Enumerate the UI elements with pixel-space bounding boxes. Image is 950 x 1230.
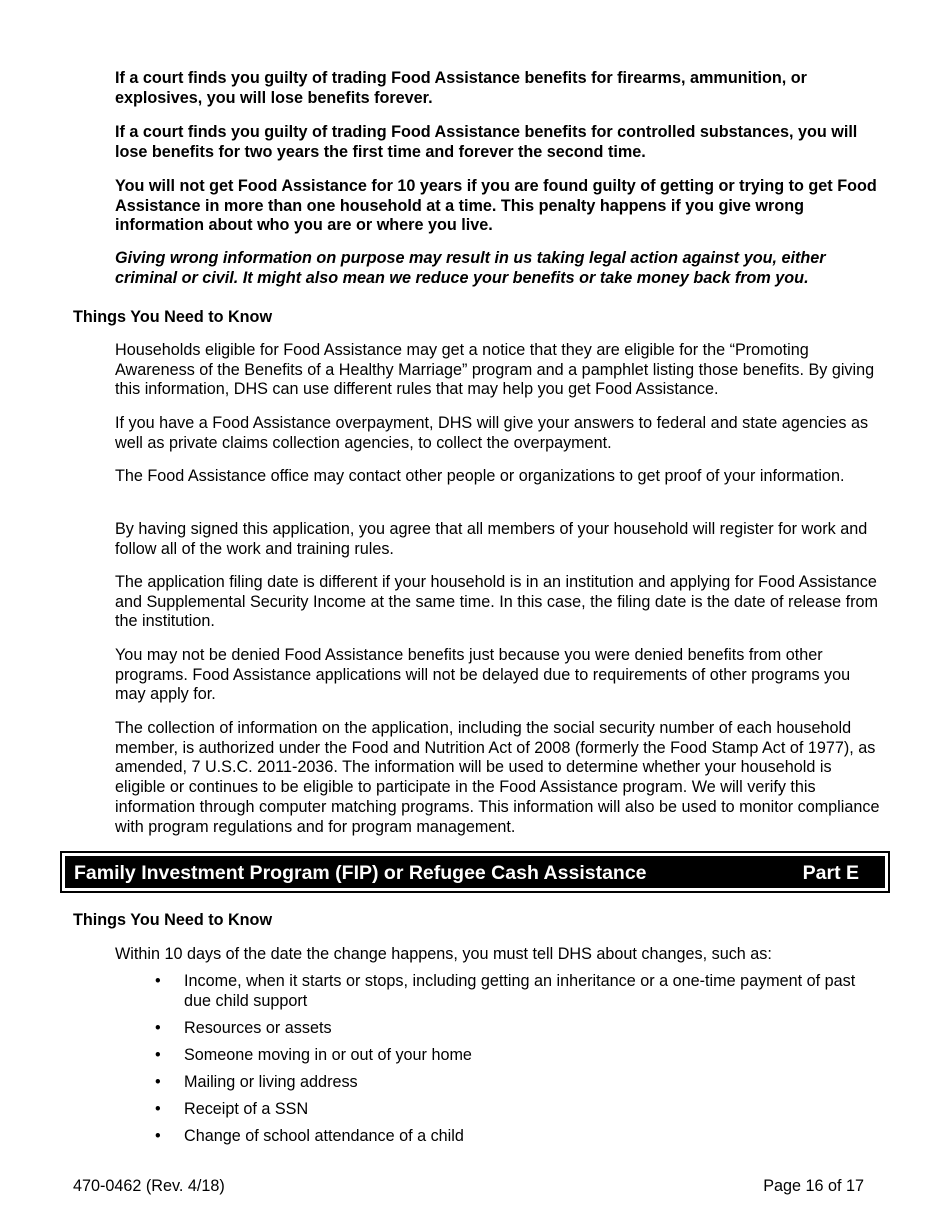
bullet-icon: • xyxy=(155,1019,161,1037)
list-item: • Resources or assets xyxy=(155,1019,332,1037)
form-number: 470-0462 (Rev. 4/18) xyxy=(73,1177,225,1195)
paragraph-contact-others: The Food Assistance office may contact other people or organizations to get proof of your information. xyxy=(115,467,845,485)
list-item: • Income, when it starts or stops, including getting an inheritance or a one-time payment of past due child support xyxy=(155,972,856,1010)
list-item: • Change of school attendance of a child xyxy=(155,1127,464,1145)
page-number: Page 16 of 17 xyxy=(763,1177,864,1195)
paragraph-overpayment: If you have a Food Assistance overpayment, DHS will give your answers to federal and state agencies as well as private claims collection agencies, to collect the overpayment. xyxy=(115,414,869,452)
bullet-icon: • xyxy=(155,1127,161,1145)
bullet-icon: • xyxy=(155,1046,161,1064)
warning-firearms: If a court finds you guilty of trading Food Assistance benefits for firearms, ammunition, or explosives, you will lose benefits forever. xyxy=(115,69,807,107)
list-item: • Receipt of a SSN xyxy=(155,1100,309,1118)
part-e-banner xyxy=(60,851,890,893)
paragraph-not-denied: You may not be denied Food Assistance benefits just because you were denied benefits from other programs. Food Assistance applications will not be delayed due to requirements of other programs you may apply for. xyxy=(115,646,851,704)
bullet-icon: • xyxy=(155,972,161,990)
paragraph-healthy-marriage: Households eligible for Food Assistance may get a notice that they are eligible for the “Promoting Awareness of the Benefits of a Healthy Marriage” program and a pamphlet listing those benefits. By giving this information, DHS can use different rules that may help you get Food Assistance. xyxy=(115,341,875,399)
fip-intro: Within 10 days of the date the change happens, you must tell DHS about changes, such as: xyxy=(115,945,772,963)
paragraph-information-collection: The collection of information on the application, including the social security number of each household member, is authorized under the Food and Nutrition Act of 2008 (formerly the Food Stamp Act of 1977), as amended, 7 U.S.C. 2011-2036. The information will be used to determine whether your household is eligible or continues to be eligible to participate in the Food Assistance program. We will verify this information through computer matching programs. This information will also be used to monitor compliance with program regulations and for program management. xyxy=(115,719,880,836)
banner-title: Family Investment Program (FIP) or Refugee Cash Assistance xyxy=(74,862,647,884)
section-heading-fip: Things You Need to Know xyxy=(73,911,273,929)
warning-multiple-households: You will not get Food Assistance for 10 years if you are found guilty of getting or trying to get Food Assistance in more than one household at a time. This penalty happens if you give wrong information about who you are or where you live. xyxy=(115,177,877,235)
paragraph-filing-date: The application filing date is different if your household is in an institution and applying for Food Assistance and Supplemental Security Income at the same time. In this case, the filing date is the date of release from the institution. xyxy=(115,573,879,631)
list-item: • Someone moving in or out of your home xyxy=(155,1046,472,1064)
warning-controlled-substances: If a court finds you guilty of trading Food Assistance benefits for controlled substances, you will lose benefits for two years the first time and forever the second time. xyxy=(115,123,858,161)
bullet-icon: • xyxy=(155,1100,161,1118)
list-item: • Mailing or living address xyxy=(155,1073,358,1091)
paragraph-register-for-work: By having signed this application, you agree that all members of your household will register for work and follow all of the work and training rules. xyxy=(115,520,868,558)
bullet-icon: • xyxy=(155,1073,161,1091)
section-heading-food: Things You Need to Know xyxy=(73,308,273,326)
warning-wrong-information: Giving wrong information on purpose may result in us taking legal action against you, either criminal or civil. It might also mean we reduce your benefits or take money back from you. xyxy=(115,249,826,287)
banner-part-label: Part E xyxy=(802,862,859,884)
